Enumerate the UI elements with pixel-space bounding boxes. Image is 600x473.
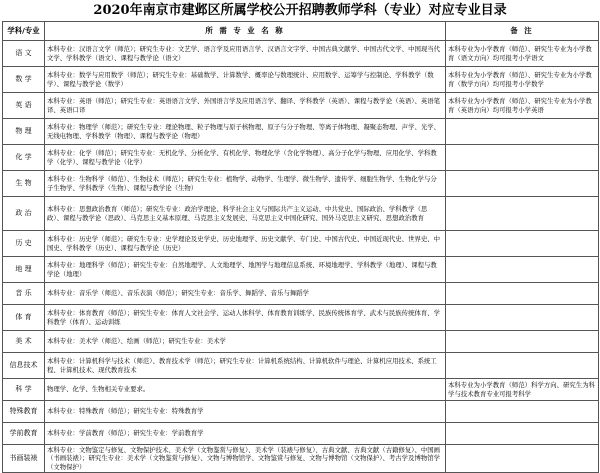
- remark-cell: [446, 353, 599, 379]
- table-row: [3, 423, 599, 445]
- remark-cell: [446, 331, 599, 353]
- header-subject: 学科/专业: [3, 22, 45, 41]
- subject-cell: 英 语: [3, 93, 45, 119]
- table-row: [3, 379, 599, 401]
- majors-cell: 本科专业：地理科学（师范）；研究生专业：自然地理学、人文地理学、地图学与地理信息系统、环境地理学、学科教学（地理）、课程与教学论（地理）: [45, 257, 446, 283]
- majors-cell: 本科专业：特殊教育（师范）；研究生专业：特殊教育学: [45, 401, 446, 423]
- subject-cell: 地 理: [3, 257, 45, 283]
- major-catalog-table: [2, 21, 599, 473]
- table-row: [3, 445, 599, 473]
- subject-cell: 音 乐: [3, 283, 45, 305]
- subject-cell: 学前教育: [3, 423, 45, 445]
- subject-cell: 体 育: [3, 305, 45, 331]
- subject-cell: 美 术: [3, 331, 45, 353]
- majors-cell: 本科专业：体育教育（师范）；研究生专业：体育人文社会学、运动人体科学、体育教育训练学、民族传统体育学、武术与民族传统体育、学科教学（体育）、运动训练: [45, 305, 446, 331]
- remark-cell: [446, 423, 599, 445]
- table-row: [3, 145, 599, 171]
- remark-cell: [446, 197, 599, 231]
- majors-cell: 本科专业：文物鉴定与修复、文物保护技术、美术学（文物鉴赏与修复）、美术学（装裱与修复）、古典文献、古典文献（古籍修复）、中国画（书画装裱）；研究生专业：美术学（文物鉴赏与修复）、文物与博物馆学、文物鉴赏与修复、文物与博物馆（文物保护）、考古学及博物馆学（文物保护）: [45, 445, 446, 473]
- majors-cell: 本科专业：学前教育（师范）；研究生专业：学前教育学: [45, 423, 446, 445]
- remark-cell: [446, 401, 599, 423]
- subject-cell: 特殊教育: [3, 401, 45, 423]
- table-row: [3, 93, 599, 119]
- table-row: [3, 331, 599, 353]
- table-row: [3, 231, 599, 257]
- remark-cell: 本科专业为小学教育（师范）、研究生专业为小学教育（语文方向）均可报考小学语文: [446, 41, 599, 67]
- remark-cell: [446, 145, 599, 171]
- header-major-names: 所 需 专 业 名 称: [45, 22, 446, 41]
- table-row: [3, 41, 599, 67]
- majors-cell: 本科专业：数学与应用数学（师范）；研究生专业：基础数学、计算数学、概率论与数理统计、应用数学、运筹学与控制论、学科教学（数学）、课程与教学论（数学）: [45, 67, 446, 93]
- remark-cell: 本科专业为小学教育（师范）、研究生专业为小学教育（数学方向）均可报考小学数学: [446, 67, 599, 93]
- remark-cell: [446, 283, 599, 305]
- table-row: [3, 257, 599, 283]
- majors-cell: 物理学、化学、生物相关专业要求。: [45, 379, 446, 401]
- remark-cell: [446, 445, 599, 473]
- remark-cell: 本科专业为小学教育（师范）、研究生专业为小学教育（英语方向）均可报考小学英语: [446, 93, 599, 119]
- remark-cell: [446, 231, 599, 257]
- subject-cell: 语 文: [3, 41, 45, 67]
- majors-cell: 本科专业：计算机科学与技术（师范）、教育技术学（师范）；研究生专业：计算机系统结构、计算机软件与理论、计算机应用技术、系统工程、计算机技术、现代教育技术: [45, 353, 446, 379]
- table-row: [3, 401, 599, 423]
- remark-cell: 本科专业为小学教育（师范）科学方向、研究生为科学与技术教育专业可报考科学: [446, 379, 599, 401]
- remark-cell: [446, 305, 599, 331]
- subject-cell: 化 学: [3, 145, 45, 171]
- document-title: 2020年南京市建邺区所属学校公开招聘教师学科（专业）对应专业目录: [93, 3, 507, 18]
- table-row: [3, 283, 599, 305]
- majors-cell: 本科专业：英语（师范）；研究生专业：英语语言文学、外国语言学及应用语言学、翻译、学科教学（英语）、课程与教学论（英语）、英语笔译、英语口译: [45, 93, 446, 119]
- header-remarks: 备 注: [446, 22, 599, 41]
- table-row: [3, 119, 599, 145]
- majors-cell: 本科专业：物理学（师范）；研究生专业：理论物理、粒子物理与原子核物理、原子与分子物理、等离子体物理、凝聚态物理、声学、光学、无线电物理、学科教学（物理）、课程与教学论（物理）: [45, 119, 446, 145]
- subject-cell: 物 理: [3, 119, 45, 145]
- subject-cell: 科 学: [3, 379, 45, 401]
- subject-cell: 数 学: [3, 67, 45, 93]
- subject-cell: 生 物: [3, 171, 45, 197]
- majors-cell: 本科专业：化学（师范）；研究生专业：无机化学、分析化学、有机化学、物理化学（含化学物理）、高分子化学与物理、应用化学、学科教学（化学）、课程与教学论（化学）: [45, 145, 446, 171]
- majors-cell: 本科专业：音乐学（师范）、音乐表演（师范）；研究生专业：音乐学、舞蹈学、音乐与舞蹈学: [45, 283, 446, 305]
- table-row: [3, 305, 599, 331]
- majors-cell: 本科专业：生物科学（师范）、生物技术（师范）；研究生专业：植物学、动物学、生理学、微生物学、遗传学、细胞生物学、生物化学与分子生物学、学科教学（生物）、课程与教学论（生物）: [45, 171, 446, 197]
- subject-cell: 政 治: [3, 197, 45, 231]
- subject-cell: 信息技术: [3, 353, 45, 379]
- remark-cell: [446, 119, 599, 145]
- table-header-row: [3, 22, 599, 41]
- majors-cell: 本科专业：汉语言文学（师范）；研究生专业：文艺学、语言学及应用语言学、汉语言文字学、中国古典文献学、中国古代文学、中国现当代文学、学科教学（语文）、课程与教学论（语文）: [45, 41, 446, 67]
- remark-cell: [446, 257, 599, 283]
- subject-cell: 历 史: [3, 231, 45, 257]
- majors-cell: 本科专业：思想政治教育（师范）；研究生专业：政治学理论、科学社会主义与国际共产主义运动、中共党史、国际政治、学科教学（思政）、课程与教学论（思政）、马克思主义基本原理、马克思主义发展史、马克思主义中国化研究、国外马克思主义研究、思想政治教育: [45, 197, 446, 231]
- majors-cell: 本科专业：历史学（师范）；研究生专业：史学理论及史学史、历史地理学、历史文献学、专门史、中国古代史、中国近现代史、世界史、中国史、学科教学（历史）、课程与教学论（历史）: [45, 231, 446, 257]
- table-row: [3, 353, 599, 379]
- subject-cell: 书画装裱: [3, 445, 45, 473]
- table-row: [3, 197, 599, 231]
- remark-cell: [446, 171, 599, 197]
- table-row: [3, 171, 599, 197]
- table-row: [3, 67, 599, 93]
- majors-cell: 本科专业：美术学（师范）、绘画（师范）；研究生专业：美术学: [45, 331, 446, 353]
